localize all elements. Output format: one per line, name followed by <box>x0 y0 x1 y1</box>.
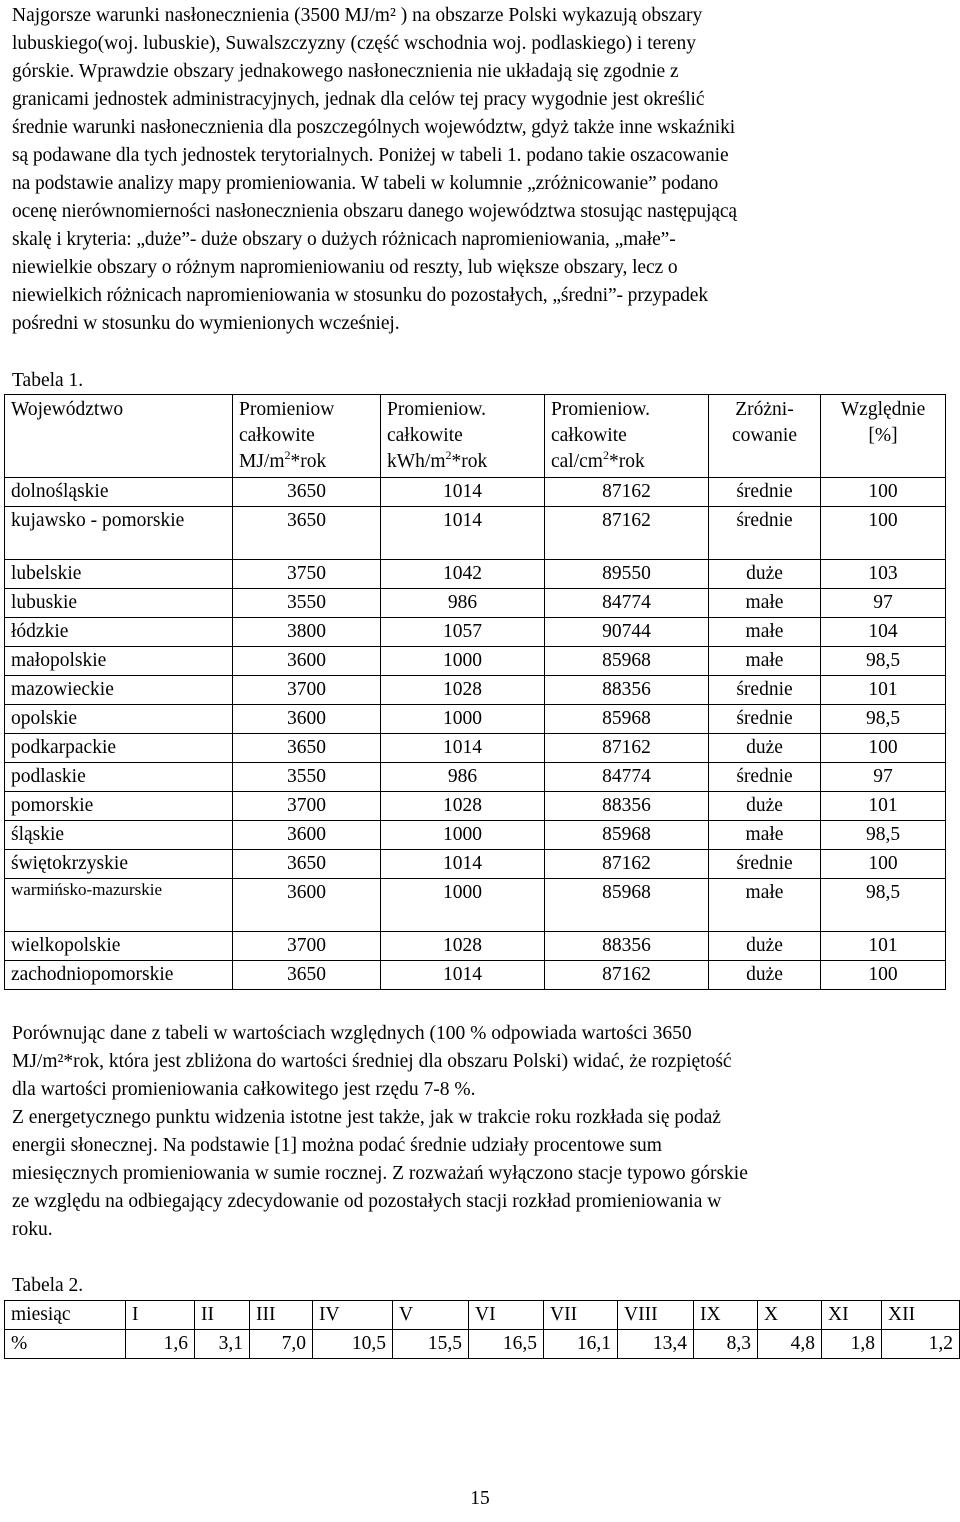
month-cell: II <box>195 1301 250 1330</box>
cell-voivodeship: mazowieckie <box>5 676 233 705</box>
table-header-row <box>5 395 946 478</box>
cell-variation: średnie <box>709 507 821 560</box>
comparison-line: roku. <box>12 1219 53 1240</box>
cell-kwh: 1028 <box>381 792 545 821</box>
monthly-share-table <box>4 1300 960 1359</box>
cell-mj: 3650 <box>233 734 381 763</box>
table-row <box>5 932 946 961</box>
intro-line: skalę i kryteria: „duże”- duże obszary o dużych różnicach napromieniowania, „małe”- <box>12 229 676 250</box>
cell-kwh: 1014 <box>381 734 545 763</box>
cell-cal: 90744 <box>545 618 709 647</box>
comparison-line: dla wartości promieniowania całkowitego jest rzędu 7-8 %. <box>12 1079 476 1100</box>
month-cell: IV <box>313 1301 393 1330</box>
month-cell: X <box>758 1301 822 1330</box>
comparison-line: Porównując dane z tabeli w wartościach względnych (100 % odpowiada wartości 3650 <box>12 1023 692 1044</box>
month-cell: V <box>393 1301 469 1330</box>
table-row <box>5 507 946 560</box>
table-row <box>5 647 946 676</box>
percent-row-label: % <box>5 1330 126 1359</box>
cell-mj: 3700 <box>233 676 381 705</box>
cell-variation: małe <box>709 589 821 618</box>
table-row <box>5 879 946 932</box>
cell-mj: 3800 <box>233 618 381 647</box>
table-row <box>5 961 946 990</box>
intro-paragraph <box>12 2 942 338</box>
month-row-label: miesiąc <box>5 1301 126 1330</box>
month-cell: VI <box>469 1301 544 1330</box>
cell-variation: małe <box>709 647 821 676</box>
cell-relative: 100 <box>821 734 946 763</box>
cell-cal: 88356 <box>545 792 709 821</box>
cell-kwh: 1000 <box>381 647 545 676</box>
cell-mj: 3550 <box>233 763 381 792</box>
cell-relative: 104 <box>821 618 946 647</box>
intro-line: średnie warunki nasłonecznienia dla poszczególnych województw, gdyż także inne wskaźniki <box>12 117 736 138</box>
cell-cal: 87162 <box>545 507 709 560</box>
cell-mj: 3650 <box>233 850 381 879</box>
cell-relative: 98,5 <box>821 879 946 932</box>
cell-kwh: 1028 <box>381 932 545 961</box>
cell-mj: 3750 <box>233 560 381 589</box>
cell-cal: 85968 <box>545 647 709 676</box>
page-number: 15 <box>470 1488 490 1509</box>
table-row <box>5 734 946 763</box>
cell-relative: 100 <box>821 961 946 990</box>
cell-cal: 87162 <box>545 734 709 763</box>
cell-kwh: 986 <box>381 763 545 792</box>
cell-kwh: 1014 <box>381 850 545 879</box>
table-row <box>5 792 946 821</box>
table-row <box>5 705 946 734</box>
cell-kwh: 986 <box>381 589 545 618</box>
intro-line: na podstawie analizy mapy promieniowania. W tabeli w kolumnie „zróżnicowanie” podano <box>12 173 719 194</box>
comparison-line: miesięcznych promieniowania w sumie rocznej. Z rozważań wyłączono stacje typowo górskie <box>12 1163 748 1184</box>
table-row <box>5 676 946 705</box>
cell-relative: 98,5 <box>821 705 946 734</box>
month-cell: IX <box>694 1301 758 1330</box>
cell-voivodeship: małopolskie <box>5 647 233 676</box>
percent-cell: 3,1 <box>195 1330 250 1359</box>
cell-cal: 85968 <box>545 821 709 850</box>
table-row <box>5 589 946 618</box>
table1-caption: Tabela 1. <box>12 370 84 391</box>
percent-cell: 8,3 <box>694 1330 758 1359</box>
cell-kwh: 1014 <box>381 507 545 560</box>
comparison-line: Z energetycznego punktu widzenia istotne jest także, jak w trakcie roku rozkłada się podaż <box>12 1107 721 1128</box>
cell-voivodeship: dolnośląskie <box>5 478 233 507</box>
cell-cal: 87162 <box>545 961 709 990</box>
cell-kwh: 1028 <box>381 676 545 705</box>
cell-kwh: 1000 <box>381 821 545 850</box>
cell-kwh: 1042 <box>381 560 545 589</box>
cell-voivodeship: świętokrzyskie <box>5 850 233 879</box>
intro-line: granicami jednostek administracyjnych, jednak dla celów tej pracy wygodnie jest określić <box>12 89 705 110</box>
cell-relative: 101 <box>821 932 946 961</box>
intro-line: górskie. Wprawdzie obszary jednakowego nasłonecznienia nie układają się zgodnie z <box>12 61 679 82</box>
cell-cal: 89550 <box>545 560 709 589</box>
cell-kwh: 1000 <box>381 705 545 734</box>
header-radiation-cal: Promieniow. całkowite cal/$cm^2*rok$ <box>545 395 709 478</box>
cell-voivodeship: podlaskie <box>5 763 233 792</box>
cell-variation: duże <box>709 734 821 763</box>
header-radiation-mj: Promieniow całkowite $MJ/m^2*rok$ <box>233 395 381 478</box>
comparison-line: ze względu na odbiegający zdecydowanie od pozostałych stacji rozkład promieniowania w <box>12 1191 722 1212</box>
cell-mj: 3650 <box>233 961 381 990</box>
percent-row <box>5 1330 960 1359</box>
header-radiation-kwh: Promieniow. całkowite kWh/$m^2*rok$ <box>381 395 545 478</box>
cell-relative: 103 <box>821 560 946 589</box>
month-cell: III <box>250 1301 313 1330</box>
insolation-table <box>4 394 946 990</box>
cell-cal: 85968 <box>545 879 709 932</box>
cell-mj: 3700 <box>233 792 381 821</box>
cell-relative: 98,5 <box>821 647 946 676</box>
cell-voivodeship: wielkopolskie <box>5 932 233 961</box>
cell-variation: średnie <box>709 478 821 507</box>
cell-voivodeship: kujawsko - pomorskie <box>5 507 233 560</box>
cell-relative: 98,5 <box>821 821 946 850</box>
percent-cell: 16,1 <box>544 1330 618 1359</box>
intro-line: niewielkich różnicach napromieniowania w stosunku do pozostałych, „średni”- przypadek <box>12 285 708 306</box>
intro-line: pośredni w stosunku do wymienionych wcześniej. <box>12 313 400 334</box>
table-row <box>5 618 946 647</box>
cell-variation: duże <box>709 560 821 589</box>
comparison-paragraph <box>12 1020 942 1244</box>
cell-variation: średnie <box>709 705 821 734</box>
table-row <box>5 763 946 792</box>
months-row <box>5 1301 960 1330</box>
cell-variation: duże <box>709 961 821 990</box>
cell-mj: 3700 <box>233 932 381 961</box>
cell-mj: 3600 <box>233 705 381 734</box>
month-cell: XI <box>822 1301 882 1330</box>
percent-cell: 7,0 <box>250 1330 313 1359</box>
table-row <box>5 478 946 507</box>
table-row <box>5 821 946 850</box>
cell-kwh: 1000 <box>381 879 545 932</box>
cell-cal: 87162 <box>545 850 709 879</box>
cell-voivodeship: łódzkie <box>5 618 233 647</box>
cell-variation: średnie <box>709 676 821 705</box>
cell-kwh: 1014 <box>381 961 545 990</box>
percent-cell: 1,2 <box>882 1330 960 1359</box>
month-cell: XII <box>882 1301 960 1330</box>
percent-cell: 1,6 <box>126 1330 195 1359</box>
comparison-line: energii słonecznej. Na podstawie [1] można podać średnie udziały procentowe sum <box>12 1135 662 1156</box>
percent-cell: 4,8 <box>758 1330 822 1359</box>
table2-caption: Tabela 2. <box>12 1275 84 1296</box>
comparison-line: MJ/m²*rok, która jest zbliżona do wartości średniej dla obszaru Polski) widać, że rozpiętość <box>12 1051 732 1072</box>
cell-voivodeship: zachodniopomorskie <box>5 961 233 990</box>
cell-variation: duże <box>709 932 821 961</box>
percent-cell: 1,8 <box>822 1330 882 1359</box>
cell-relative: 100 <box>821 850 946 879</box>
cell-mj: 3650 <box>233 507 381 560</box>
header-relative: Względnie [%] <box>821 395 946 478</box>
cell-cal: 88356 <box>545 676 709 705</box>
cell-cal: 84774 <box>545 589 709 618</box>
cell-cal: 85968 <box>545 705 709 734</box>
cell-mj: 3550 <box>233 589 381 618</box>
cell-voivodeship: śląskie <box>5 821 233 850</box>
intro-line: ocenę nierównomierności nasłonecznienia obszaru danego województwa stosując następującą <box>12 201 737 222</box>
cell-relative: 97 <box>821 763 946 792</box>
cell-voivodeship: lubuskie <box>5 589 233 618</box>
intro-line: Najgorsze warunki nasłonecznienia (3500 MJ/m² ) na obszarze Polski wykazują obszary <box>12 5 703 26</box>
cell-voivodeship: pomorskie <box>5 792 233 821</box>
cell-variation: małe <box>709 879 821 932</box>
cell-relative: 100 <box>821 478 946 507</box>
cell-variation: średnie <box>709 763 821 792</box>
percent-cell: 16,5 <box>469 1330 544 1359</box>
cell-cal: 84774 <box>545 763 709 792</box>
percent-cell: 15,5 <box>393 1330 469 1359</box>
intro-line: niewielkie obszary o różnym napromieniowaniu od reszty, lub większe obszary, lecz o <box>12 257 678 278</box>
cell-kwh: 1057 <box>381 618 545 647</box>
percent-cell: 13,4 <box>618 1330 694 1359</box>
cell-voivodeship: opolskie <box>5 705 233 734</box>
cell-relative: 100 <box>821 507 946 560</box>
cell-variation: duże <box>709 792 821 821</box>
month-cell: VII <box>544 1301 618 1330</box>
cell-relative: 101 <box>821 792 946 821</box>
cell-voivodeship: podkarpackie <box>5 734 233 763</box>
cell-relative: 101 <box>821 676 946 705</box>
cell-mj: 3600 <box>233 647 381 676</box>
percent-cell: 10,5 <box>313 1330 393 1359</box>
header-variation: Zróżni- cowanie <box>709 395 821 478</box>
intro-line: są podawane dla tych jednostek terytorialnych. Poniżej w tabeli 1. podano takie oszacowanie <box>12 145 729 166</box>
cell-variation: średnie <box>709 850 821 879</box>
intro-line: lubuskiego(woj. lubuskie), Suwalszczyzny (część wschodnia woj. podlaskiego) i tereny <box>12 33 696 54</box>
cell-relative: 97 <box>821 589 946 618</box>
cell-mj: 3650 <box>233 478 381 507</box>
cell-cal: 87162 <box>545 478 709 507</box>
month-cell: I <box>126 1301 195 1330</box>
cell-variation: małe <box>709 618 821 647</box>
table-row <box>5 850 946 879</box>
cell-voivodeship: lubelskie <box>5 560 233 589</box>
cell-mj: 3600 <box>233 879 381 932</box>
cell-voivodeship: warmińsko-mazurskie <box>5 879 233 932</box>
table-row <box>5 560 946 589</box>
cell-mj: 3600 <box>233 821 381 850</box>
month-cell: VIII <box>618 1301 694 1330</box>
cell-kwh: 1014 <box>381 478 545 507</box>
cell-cal: 88356 <box>545 932 709 961</box>
header-voivodeship: Województwo <box>5 395 233 478</box>
cell-variation: małe <box>709 821 821 850</box>
